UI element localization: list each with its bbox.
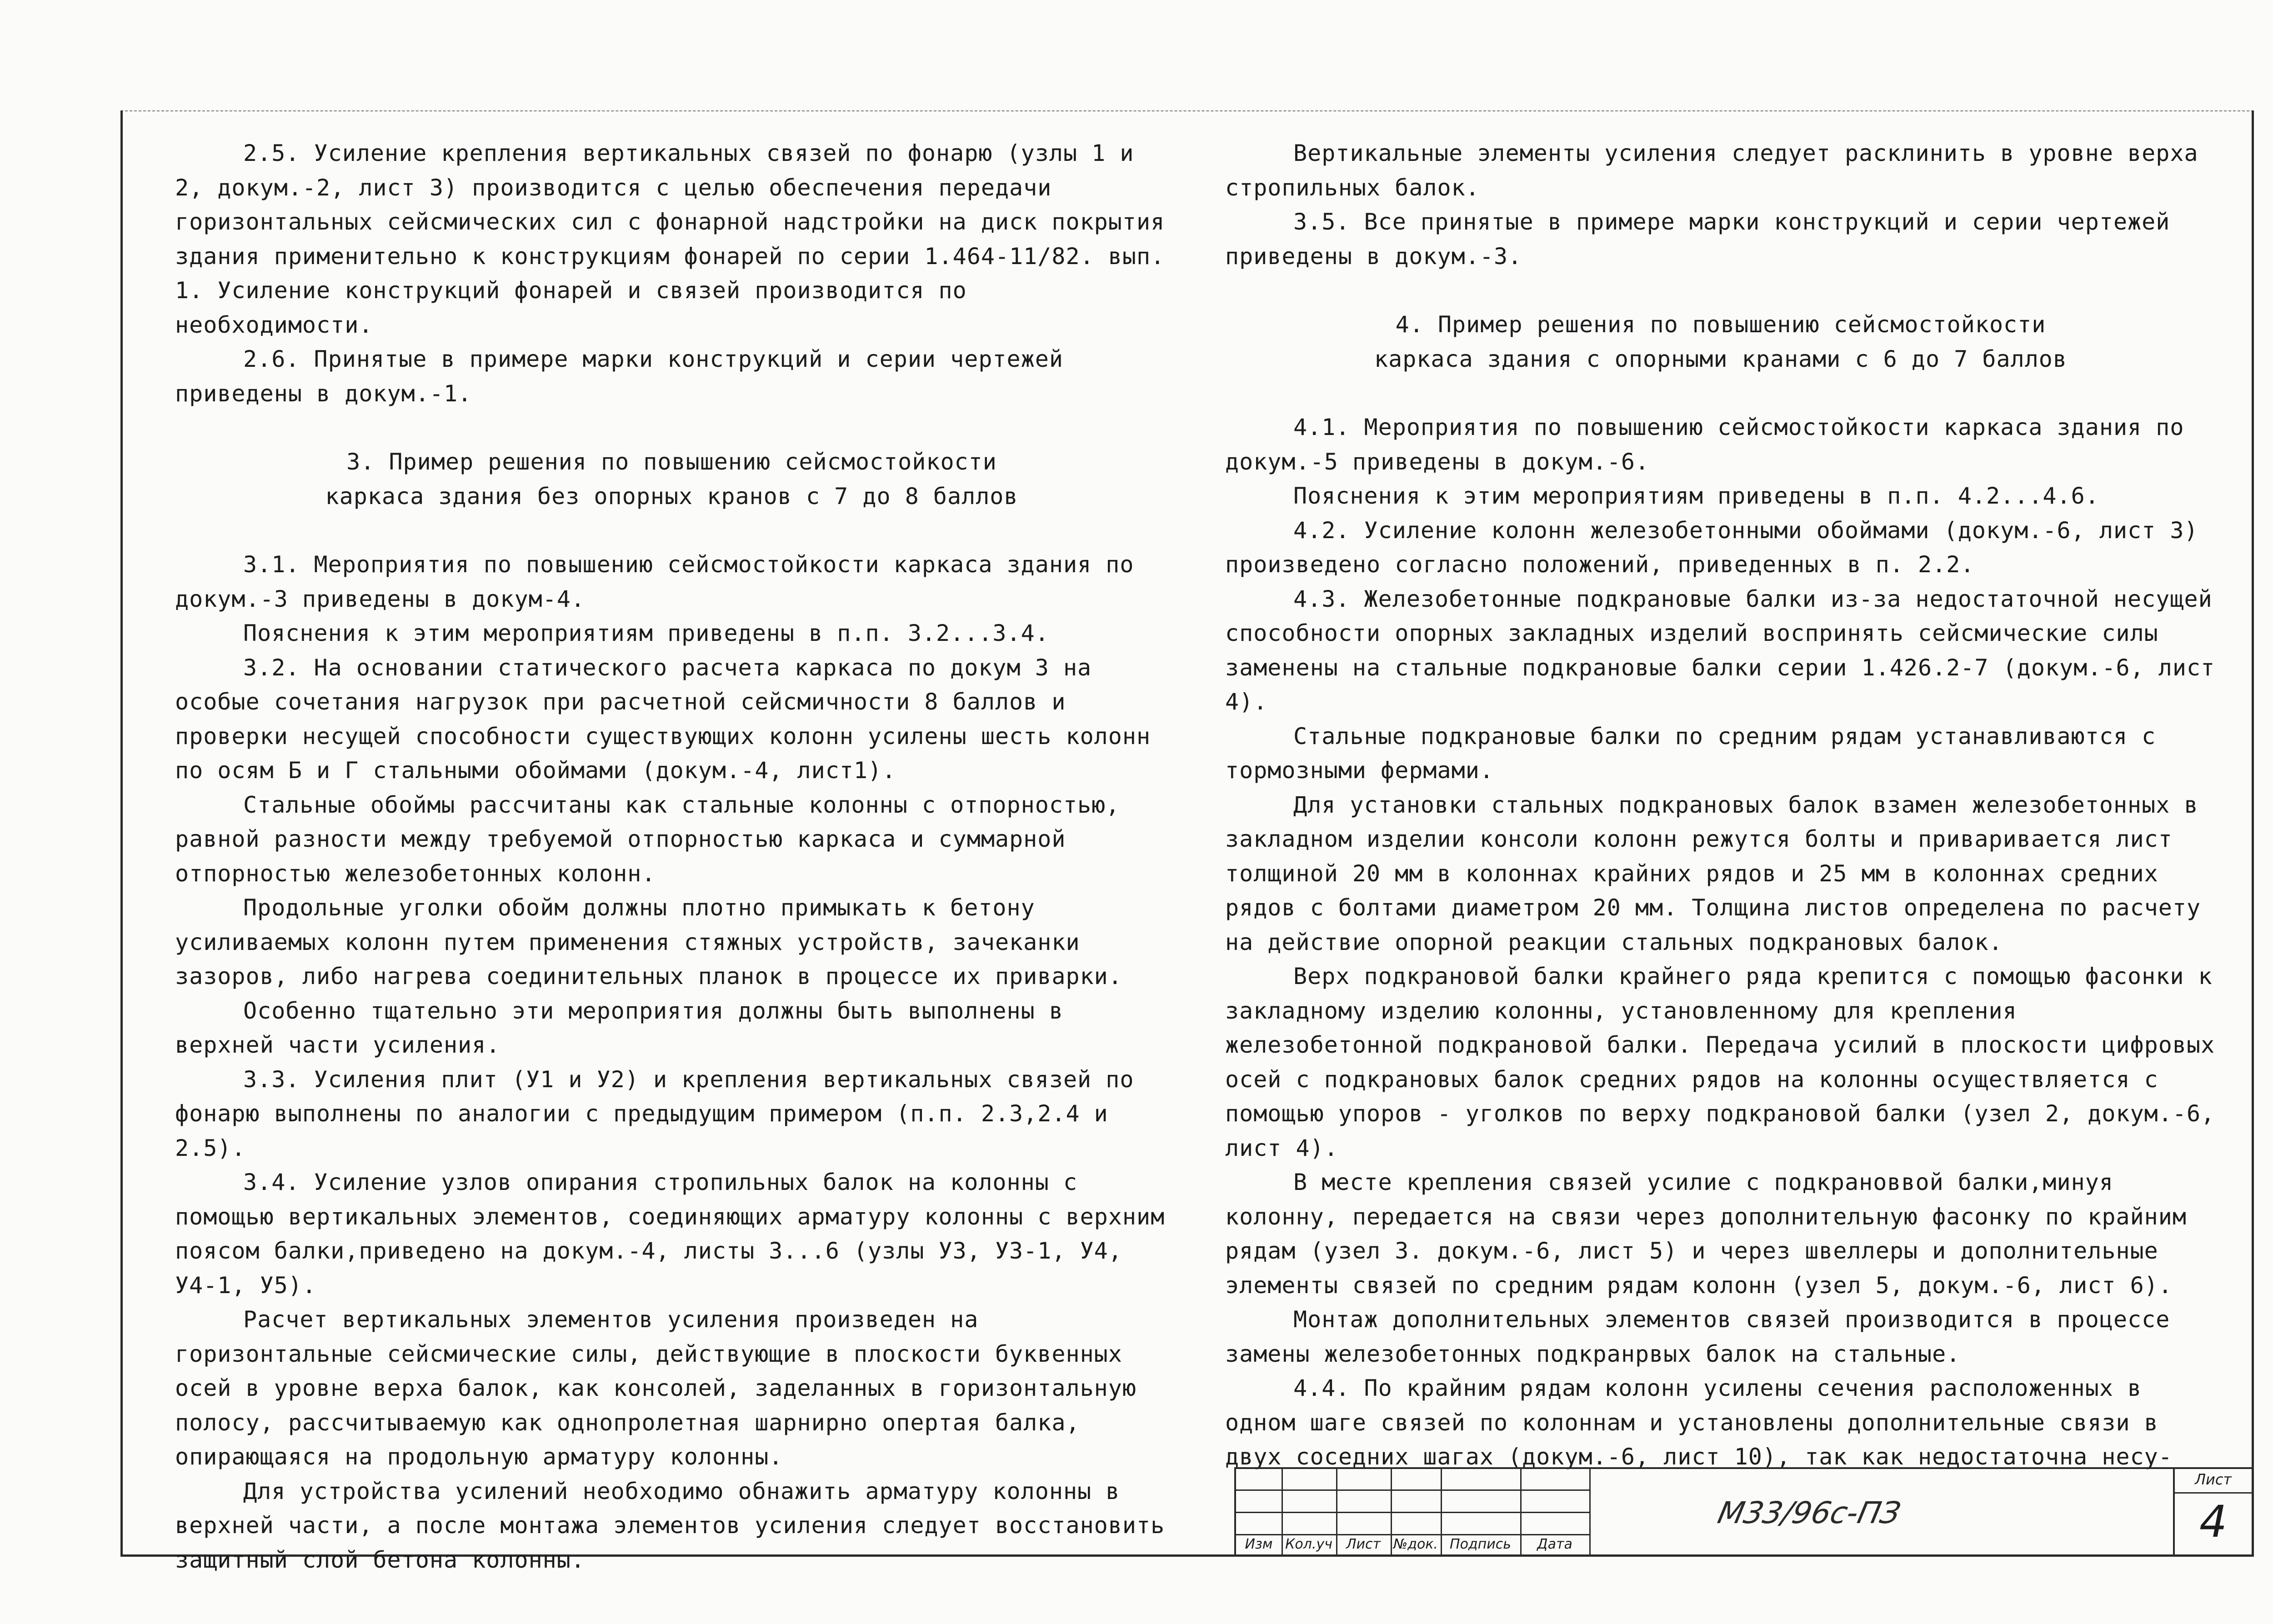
section-gap [1225, 376, 2216, 410]
section-gap [1225, 274, 2216, 308]
section-gap [175, 411, 1168, 445]
paragraph: Для устройства усилений необходимо обнажить арматуру колонны в верхней части, а после монтажа элементов усиления следует восстановить защитный слой бетона колонны. [175, 1478, 1165, 1573]
document-code: М33/96с-ПЗ [1714, 1495, 1904, 1530]
revision-row-line [1236, 1489, 1591, 1491]
paragraph: Стальные обоймы рассчитаны как стальные колонны с отпорностью, равной разности между требуемой отпорностью каркаса и суммарной отпорностью железобетонных колонн. [175, 791, 1120, 887]
frame-right-line [2252, 110, 2254, 1557]
paragraph: Верх подкрановой балки крайнего ряда крепится с помощью фасонки к закладному изделию колонны, установленному для крепления железобетонной подкрановой балки. Передача усилий в плоскости цифровых осей с подкрановых балок средних рядов на колонны осуществляется с помощью упоров - уголков по верху подкрановой балки (узел 2, докум.-6, лист 4). [1225, 963, 2215, 1161]
paragraph: 2.6. Принятые в примере марки конструкций и серии чертежей приведены в докум.-1. [175, 346, 1063, 407]
paragraph: Продольные уголки обойм должны плотно примыкать к бетону усиливаемых колонн путем применения стяжных устройств, зачеканки зазоров, либо нагрева соединительных планок в процессе их приварки. [175, 894, 1122, 989]
paragraph: Для установки стальных подкрановых балок взамен железобетонных в закладном изделии консоли колонн режутся болты и приваривается лист толщиной 20 мм в колоннах крайних рядов и 25 мм в колоннах средних рядов с болтами диаметром 20 мм. Толщина листов определена по расчету на действие опорной реакции стальных подкрановых балок. [1225, 791, 2201, 955]
paragraph: 4.4. По крайним рядам колонн усилены сечения расположенных в одном шаге связей по колоннам и установлены дополнительные связи в двух соседних шагах (докум.-6, лист 10), так как недостаточна несу- [1225, 1375, 2173, 1470]
paragraph: Монтаж дополнительных элементов связей производится в процессе замены железобетонных подкранрвых балок на стальные. [1225, 1306, 2170, 1367]
stamp-label-signature: Подпись [1450, 1536, 1511, 1552]
paragraph: Расчет вертикальных элементов усиления произведен на горизонтальные сейсмические силы, действующие в плоскости буквенных осей в уровне верха балок, как консолей, заделанных в горизонтальную полосу, рассчитываемую как однопролетная шарнирно опертая балка, опирающаяся на продольную арматуру колонны. [175, 1306, 1136, 1470]
paragraph: 3.3. Усиления плит (У1 и У2) и крепления вертикальных связей по фонарю выполнены по аналогии с предыдущим примером (п.п. 2.3,2.4 и 2.5). [175, 1066, 1134, 1161]
stamp-label-izm: Изм [1245, 1536, 1273, 1552]
section-heading: 4. Пример решения по повышению сейсмостойкости [1395, 311, 2046, 338]
paragraph: 4.2. Усиление колонн железобетонными обоймами (докум.-6, лист 3) произведено согласно положений, приведенных в п. 2.2. [1225, 517, 2198, 578]
paragraph: 3.5. Все принятые в примере марки конструкций и серии чертежей приведены в докум.-3. [1225, 209, 2170, 270]
paragraph: 2.5. Усиление крепления вертикальных связей по фонарю (узлы 1 и 2, докум.-2, лист 3) производится с целью обеспечения передачи горизонтальных сейсмических сил с фонарной надстройки на диск покрытия здания применительно к конструкциям фонарей по серии 1.464-11/82. вып. 1. Усиление конструкций фонарей и связей производится по необходимости. [175, 140, 1165, 338]
revision-table [1236, 1469, 1591, 1554]
paragraph: В месте крепления связей усилие с подкрановвой балки,минуя колонну, передается на связи через дополнительную фасонку по крайним рядам (узел 3. докум.-6, лист 5) и через швеллеры и дополнительные элементы связей по средним рядам колонн (узел 5, докум.-6, лист 6). [1225, 1169, 2187, 1299]
right-column [1225, 136, 2216, 1474]
paragraph: 3.2. На основании статического расчета каркаса по докум 3 на особые сочетания нагрузок при расчетной сейсмичности 8 баллов и проверки несущей способности существующих колонн усилены шесть колонн по осям Б и Г стальными обоймами (докум.-4, лист1). [175, 654, 1151, 784]
sheet-box [2173, 1467, 2252, 1554]
paragraph: 4.3. Железобетонные подкрановые балки из-за недостаточной несущей способности опорных закладных изделий воспринять сейсмические силы заменены на стальные подкрановые балки серии 1.426.2-7 (докум.-6, лист 4). [1225, 585, 2215, 715]
revision-row-line [1236, 1512, 1591, 1513]
sheet-number: 4 [2199, 1496, 2228, 1547]
stamp-label-list: Лист [1346, 1536, 1381, 1552]
paragraph: Пояснения к этим мероприятиям приведены в п.п. 4.2...4.6. [1293, 483, 2099, 509]
paragraph: 4.1. Мероприятия по повышению сейсмостойкости каркаса здания по докум.-5 приведены в докум.-6. [1225, 414, 2184, 475]
section-heading: каркаса здания без опорных кранов с 7 до 8 баллов [325, 483, 1018, 510]
section-gap [175, 514, 1168, 548]
paragraph: Особенно тщательно эти мероприятия должны быть выполнены в верхней части усиления. [175, 997, 1063, 1058]
paragraph: Стальные подкрановые балки по средним рядам устанавливаются с тормозными фермами. [1225, 723, 2156, 784]
revision-labels [1236, 1534, 1591, 1554]
paragraph: Вертикальные элементы усиления следует расклинить в уровне верха стропильных балок. [1225, 140, 2198, 201]
paragraph: Пояснения к этим мероприятиям приведены в п.п. 3.2...3.4. [243, 620, 1049, 646]
stamp-label-doc: №док. [1393, 1536, 1438, 1552]
sheet-label: Лист [2175, 1467, 2252, 1494]
paragraph: 3.4. Усиление узлов опирания стропильных балок на колонны с помощью вертикальных элементов, соединяющих арматуру колонны с верхним поясом балки,приведено на докум.-4, листы 3...6 (узлы У3, У3-1, У4, У4-1, У5). [175, 1169, 1165, 1299]
section-heading: 3. Пример решения по повышению сейсмостойкости [346, 449, 997, 475]
paragraph: 3.1. Мероприятия по повышению сейсмостойкости каркаса здания по докум.-3 приведены в докум-4. [175, 551, 1134, 612]
left-column [175, 136, 1168, 1577]
stamp-label-kolvo: Кол.уч [1285, 1536, 1332, 1552]
stamp-label-date: Дата [1537, 1536, 1572, 1552]
section-heading: каркаса здания с опорными кранами с 6 до 7 баллов [1374, 345, 2068, 372]
